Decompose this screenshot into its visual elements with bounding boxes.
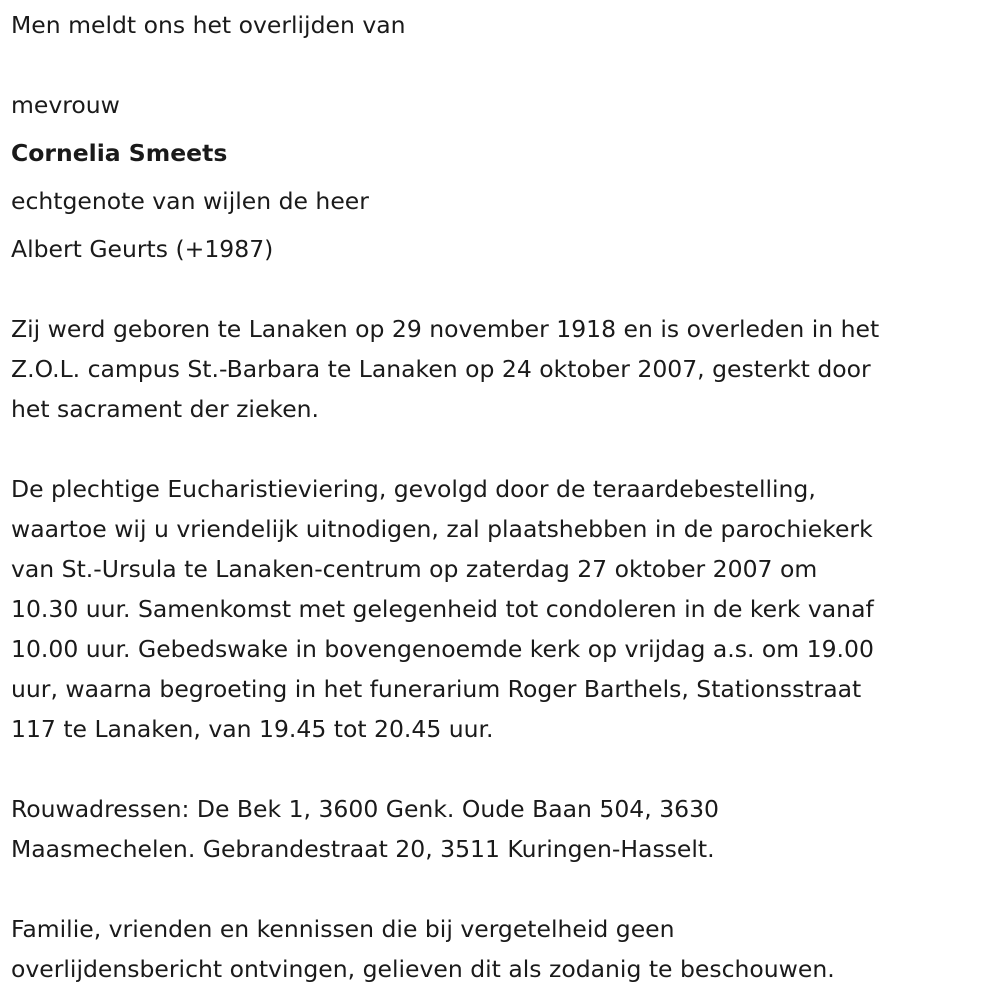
closing-line: overlijdensbericht ontvingen, gelieven dit als zodanig te beschouwen. (11, 955, 835, 983)
intro-text: Men meldt ons het overlijden van (11, 11, 406, 39)
spouse-name: Albert Geurts (+1987) (11, 235, 274, 263)
ceremony-line: uur, waarna begroeting in het funerarium Roger Barthels, Stationsstraat (11, 675, 862, 703)
ceremony-line: 10.30 uur. Samenkomst met gelegenheid tot condoleren in de kerk vanaf (11, 595, 874, 623)
ceremony-line: waartoe wij u vriendelijk uitnodigen, zal plaatshebben in de parochiekerk (11, 515, 873, 543)
birth-death-line: Zij werd geboren te Lanaken op 29 november 1918 en is overleden in het (11, 315, 880, 343)
ceremony-line: 117 te Lanaken, van 19.45 tot 20.45 uur. (11, 715, 494, 743)
ceremony-line: 10.00 uur. Gebedswake in bovengenoemde kerk op vrijdag a.s. om 19.00 (11, 635, 874, 663)
addresses-line: Maasmechelen. Gebrandestraat 20, 3511 Kuringen-Hasselt. (11, 835, 715, 863)
ceremony-line: De plechtige Eucharistieviering, gevolgd door de teraardebestelling, (11, 475, 816, 503)
ceremony-line: van St.-Ursula te Lanaken-centrum op zaterdag 27 oktober 2007 om (11, 555, 818, 583)
birth-death-line: het sacrament der zieken. (11, 395, 320, 423)
title-prefix: mevrouw (11, 91, 120, 119)
birth-death-line: Z.O.L. campus St.-Barbara te Lanaken op 24 oktober 2007, gesterkt door (11, 355, 871, 383)
addresses-line: Rouwadressen: De Bek 1, 3600 Genk. Oude Baan 504, 3630 (11, 795, 719, 823)
deceased-name: Cornelia Smeets (11, 139, 228, 167)
closing-line: Familie, vrienden en kennissen die bij vergetelheid geen (11, 915, 675, 943)
relation-text: echtgenote van wijlen de heer (11, 187, 369, 215)
